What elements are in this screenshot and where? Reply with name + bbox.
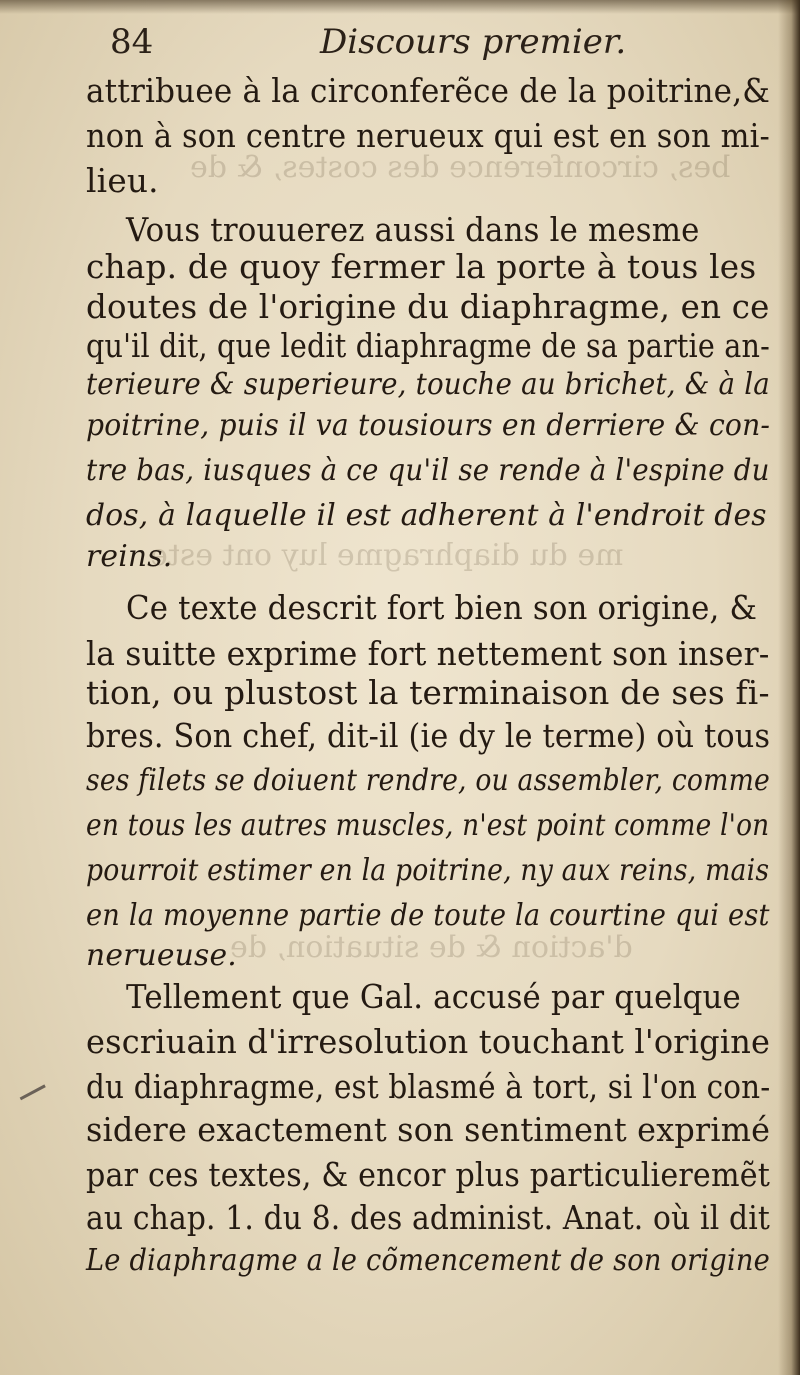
- text-line: par ces textes, & encor plus particulieremẽt: [86, 1155, 771, 1194]
- bleed-through-text: bes, circonference des costes, & de: [190, 150, 731, 185]
- italic-line: dos, à laquelle il est adherent à l'endroit des: [86, 498, 767, 533]
- italic-line: en tous les autres muscles, n'est point comme l'on: [86, 808, 770, 843]
- italic-line: reins.: [86, 539, 173, 574]
- page-top-shadow: [0, 0, 800, 14]
- italic-line: terieure & superieure, touche au brichet, & à la: [86, 367, 770, 402]
- italic-line: pourroit estimer en la poitrine, ny aux reins, mais: [86, 853, 770, 888]
- italic-line: poitrine, puis il va tousiours en derriere & con-: [86, 408, 771, 443]
- text-line: la suitte exprime fort nettement son inser-: [86, 634, 770, 673]
- text-line: au chap. 1. du 8. des administ. Anat. où il dit: [86, 1198, 771, 1237]
- text-line: doutes de l'origine du diaphragme, en ce: [86, 287, 770, 326]
- text-line: non à son centre nerueux qui est en son mi-: [86, 116, 770, 155]
- text-line: qu'il dit, que ledit diaphragme de sa partie an-: [86, 326, 770, 365]
- paragraph-first-line: Vous trouuerez aussi dans le mesme: [126, 210, 700, 249]
- text-line: escriuain d'irresolution touchant l'origine: [86, 1022, 771, 1061]
- text-line: attribuee à la circonferẽce de la poitrine,&: [86, 71, 771, 110]
- bleed-through-text: me du diaphragme luy ont este: [150, 538, 624, 573]
- pencil-mark: [20, 1084, 53, 1112]
- text-line: lieu.: [86, 161, 159, 200]
- paragraph-first-line: Tellement que Gal. accusé par quelque: [126, 977, 741, 1016]
- running-title: Discours premier.: [320, 22, 627, 62]
- page-number: 84: [110, 22, 154, 62]
- italic-line: Le diaphragme a le cõmencement de son origine: [86, 1243, 770, 1278]
- italic-line: tre bas, iusques à ce qu'il se rende à l'espine du: [86, 453, 770, 488]
- page-header: [110, 22, 740, 68]
- text-line: du diaphragme, est blasmé à tort, si l'on con-: [86, 1067, 771, 1106]
- italic-line: ses filets se doiuent rendre, ou assembler, comme: [86, 763, 770, 798]
- text-line: tion, ou plustost la terminaison de ses fi-: [86, 673, 770, 712]
- italic-line: en la moyenne partie de toute la courtine qui est: [86, 898, 770, 933]
- text-line: sidere exactement son sentiment exprimé: [86, 1110, 771, 1149]
- text-line: chap. de quoy fermer la porte à tous les: [86, 247, 757, 286]
- book-spine-shadow: [778, 0, 800, 1375]
- text-line: bres. Son chef, dit-il (ie dy le terme) où tous: [86, 716, 771, 755]
- italic-line: nerueuse.: [86, 938, 237, 973]
- bleed-through-text: d'action & de situation, de: [230, 930, 633, 965]
- paragraph-first-line: Ce texte descrit fort bien son origine, &: [126, 588, 758, 627]
